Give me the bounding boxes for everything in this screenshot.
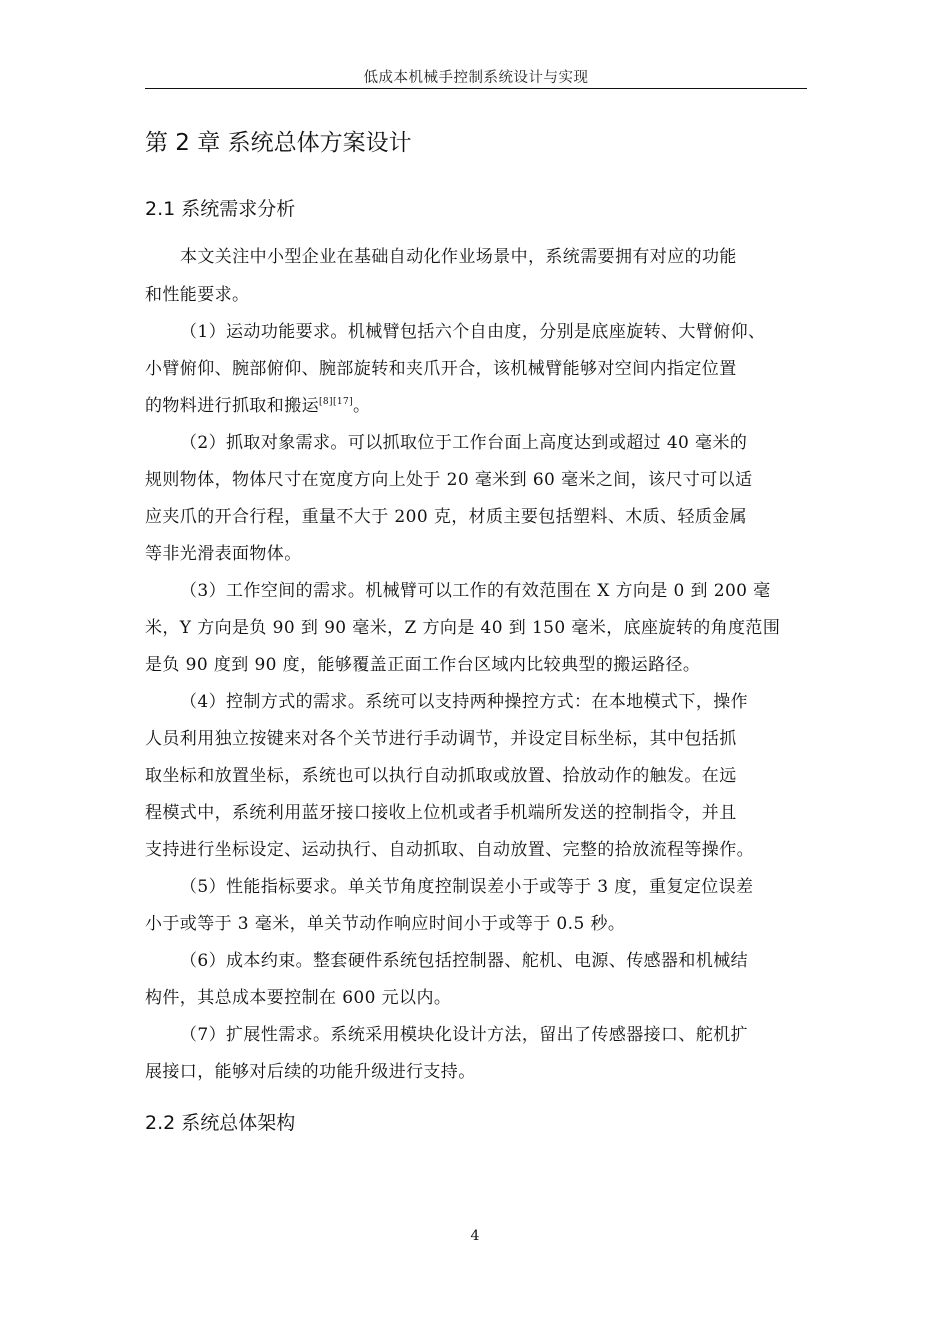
paragraph-line: 和性能要求。 <box>145 285 250 305</box>
paragraph-line: 应夹爪的开合行程，重量不大于 200 克，材质主要包括塑料、木质、轻质金属 <box>145 507 748 527</box>
paragraph-line: 展接口，能够对后续的功能升级进行支持。 <box>145 1062 476 1082</box>
paragraph-line: 构件，其总成本要控制在 600 元以内。 <box>145 988 452 1008</box>
paragraph-line: 程模式中，系统利用蓝牙接口接收上位机或者手机端所发送的控制指令，并且 <box>145 803 737 823</box>
paragraph-line: （4）控制方式的需求。系统可以支持两种操控方式：在本地模式下，操作 <box>180 692 749 712</box>
paragraph-line: 米，Y 方向是负 90 到 90 毫米，Z 方向是 40 到 150 毫米，底座旋转的角度范围 <box>145 618 781 638</box>
paragraph-line: （2）抓取对象需求。可以抓取位于工作台面上高度达到或超过 40 毫米的 <box>180 433 748 453</box>
chapter-title: 第 2 章 系统总体方案设计 <box>145 130 412 156</box>
paragraph-line: 是负 90 度到 90 度，能够覆盖正面工作台区域内比较典型的搬运路径。 <box>145 655 701 675</box>
paragraph-line: 取坐标和放置坐标，系统也可以执行自动抓取或放置、拾放动作的触发。在远 <box>145 766 737 786</box>
header-rule <box>145 88 807 89</box>
paragraph-line: （7）扩展性需求。系统采用模块化设计方法，留出了传感器接口、舵机扩 <box>180 1025 749 1045</box>
paragraph-line: （6）成本约束。整套硬件系统包括控制器、舵机、电源、传感器和机械结 <box>180 951 749 971</box>
paragraph-line: 人员利用独立按键来对各个关节进行手动调节，并设定目标坐标，其中包括抓 <box>145 729 737 749</box>
section-title-2-1: 2.1 系统需求分析 <box>145 198 296 220</box>
paragraph-line: （3）工作空间的需求。机械臂可以工作的有效范围在 X 方向是 0 到 200 毫 <box>180 581 771 601</box>
running-header: 低成本机械手控制系统设计与实现 <box>363 70 589 86</box>
paragraph-line: 小于或等于 3 毫米，单关节动作响应时间小于或等于 0.5 秒。 <box>145 914 626 934</box>
section-title-2-2: 2.2 系统总体架构 <box>145 1112 296 1134</box>
paragraph-line: （1）运动功能要求。机械臂包括六个自由度，分别是底座旋转、大臂俯仰、 <box>180 322 766 342</box>
paragraph-line: 本文关注中小型企业在基础自动化作业场景中，系统需要拥有对应的功能 <box>180 247 737 267</box>
paragraph-text: 的物料进行抓取和搬运 <box>145 396 319 416</box>
paragraph-line: 等非光滑表面物体。 <box>145 544 302 564</box>
paragraph-line-with-citation <box>145 394 370 418</box>
citation-ref: [8][17] <box>319 397 354 407</box>
paragraph-line: 规则物体，物体尺寸在宽度方向上处于 20 毫米到 60 毫米之间，该尺寸可以适 <box>145 470 753 490</box>
paragraph-line: 小臂俯仰、腕部俯仰、腕部旋转和夹爪开合，该机械臂能够对空间内指定位置 <box>145 359 737 379</box>
paragraph-line: 支持进行坐标设定、运动执行、自动抓取、自动放置、完整的拾放流程等操作。 <box>145 840 754 860</box>
paragraph-text: 。 <box>353 396 371 416</box>
paragraph-line: （5）性能指标要求。单关节角度控制误差小于或等于 3 度，重复定位误差 <box>180 877 754 897</box>
page-number: 4 <box>470 1228 480 1244</box>
